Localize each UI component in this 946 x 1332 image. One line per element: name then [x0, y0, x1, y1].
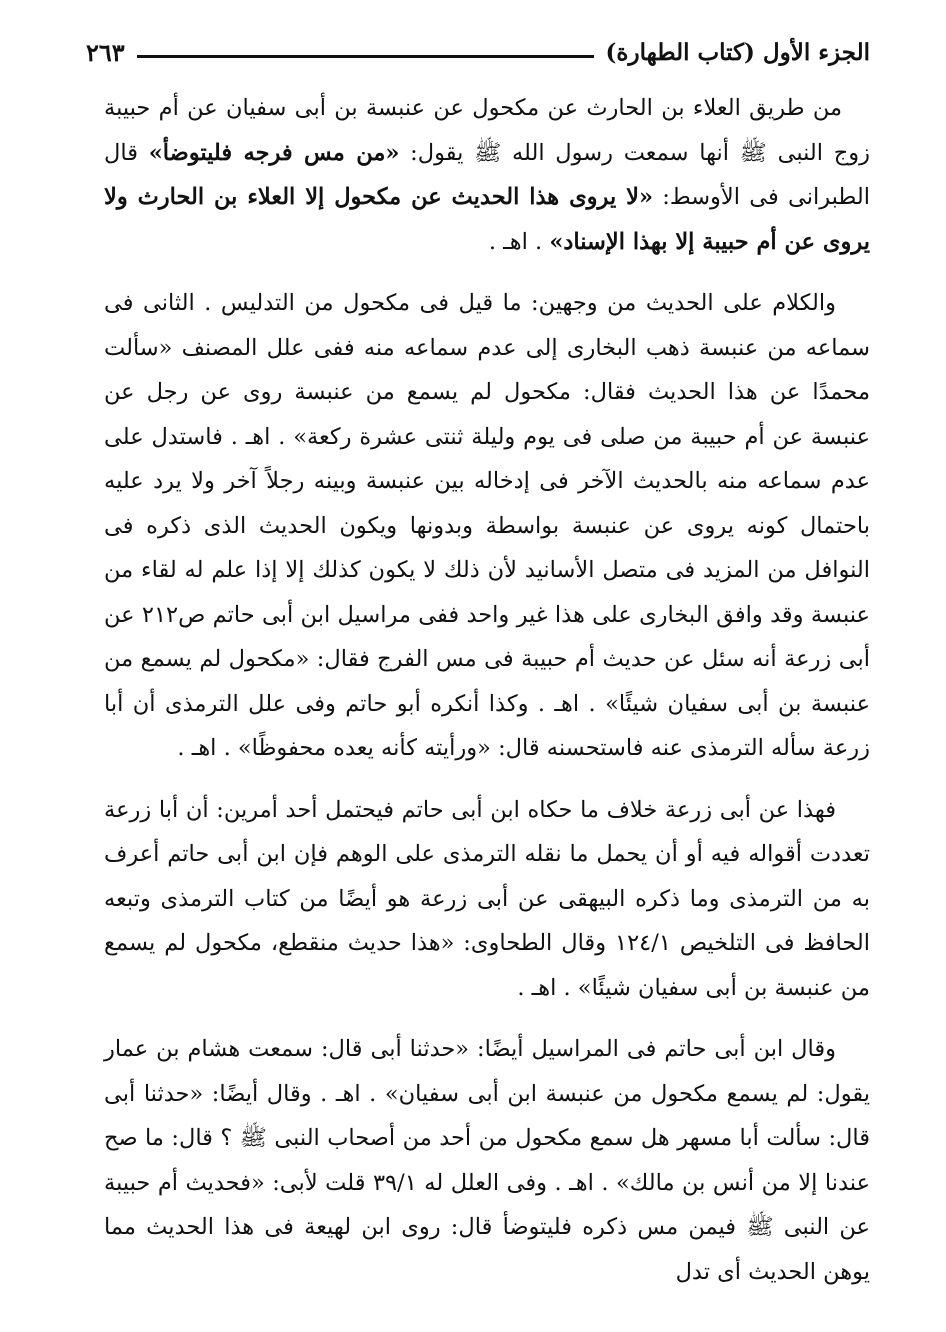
page-header [86, 30, 870, 74]
header-rule [137, 55, 594, 58]
body-text [104, 86, 870, 1311]
paragraph-segment-bold: «من مس فرجه فليتوضأ» [148, 139, 400, 166]
paragraph-segment: وقال ابن أبى حاتم فى المراسيل أيضًا: «حدثنا أبى قال: سمعت هشام بن عمار يقول: لم يسمع مكحول من عنبسة ابن أبى سفيان» . اهـ . وقال أيضًا: «حدثنا أبى قال: سألت أبا مسهر هل سمع مكحول من أحد من أصحاب النبى ﷺ ؟ قال: ما صح عندنا إلا من أنس بن مالك» . اهـ . وفى العلل له ٣٩/١ قلت لأبى: «فحديث أم حبيبة عن النبى ﷺ فيمن مس ذكره فليتوضأ قال: روى ابن لهيعة فى هذا الحديث مما يوهن الحديث أى تدل [104, 1036, 870, 1285]
paragraph-segment: والكلام على الحديث من وجهين: ما قيل فى مكحول من التدليس . الثانى فى سماعه من عنبسة ذهب البخارى إلى عدم سماعه منه ففى علل المصنف «سألت محمدًا عن هذا الحديث فقال: مكحول لم يسمع من عنبسة روى عن رجل عن عنبسة عن أم حبيبة من صلى فى يوم وليلة ثنتى عشرة ركعة» . اهـ . فاستدل على عدم سماعه منه بالحديث الآخر فى إدخاله بين عنبسة وبينه رجلاً آخر ولا يرد عليه باحتمال كونه يروى عن عنبسة بواسطة وبدونها ويكون الحديث الذى ذكره فى النوافل من المزيد فى متصل الأسانيد لأن ذلك لا يكون كذلك إلا إذا علم له لقاء من عنبسة وقد وافق البخارى على هذا غير واحد ففى مراسيل ابن أبى حاتم ص٢١٢ عن أبى زرعة أنه سئل عن حديث أم حبيبة فى مس الفرج فقال: «مكحول لم يسمع من عنبسة بن أبى سفيان شيئًا» . اهـ . وكذا أنكره أبو حاتم وفى علل الترمذى أن أبا زرعة سأله الترمذى عنه فاستحسنه قال: «ورأيته كأنه يعده محفوظًا» . اهـ . [104, 290, 870, 761]
paragraph-segment: قال الطبرانى فى الأوسط: [104, 139, 870, 210]
paragraph-segment: . اهـ . [488, 228, 550, 255]
paragraph-segment: فهذا عن أبى زرعة خلاف ما حكاه ابن أبى حاتم فيحتمل أحد أمرين: أن أبا زرعة تعددت أقواله فيه أو أن يحمل ما نقله الترمذى على الوهم فإن ابن أبى حاتم أعرف به من الترمذى وما ذكره البيهقى عن أبى زرعة هو أيضًا من كتاب الترمذى وتبعه الحافظ فى التلخيص ١٢٤/١ وقال الطحاوى: «هذا حديث منقطع، مكحول لم يسمع من عنبسة بن أبى سفيان شيئًا» . اهـ . [104, 796, 870, 1001]
paragraph-1 [104, 86, 870, 264]
paragraph-2 [104, 281, 870, 771]
paragraph-segment: من طريق العلاء بن الحارث عن مكحول عن عنبسة بن أبى سفيان عن أم حبيبة زوج النبى ﷺ أنها سمعت رسول الله ﷺ يقول: [104, 95, 870, 166]
page-number: ٢٦٣ [86, 37, 125, 67]
paragraph-4 [104, 1027, 870, 1294]
paragraph-segment-bold: «لا يروى هذا الحديث عن مكحول إلا العلاء بن الحارث ولا يروى عن أم حبيبة إلا بهذا الإسناد» [104, 184, 870, 255]
paragraph-3 [104, 788, 870, 1011]
running-head: الجزء الأول (كتاب الطهارة) [605, 38, 870, 66]
